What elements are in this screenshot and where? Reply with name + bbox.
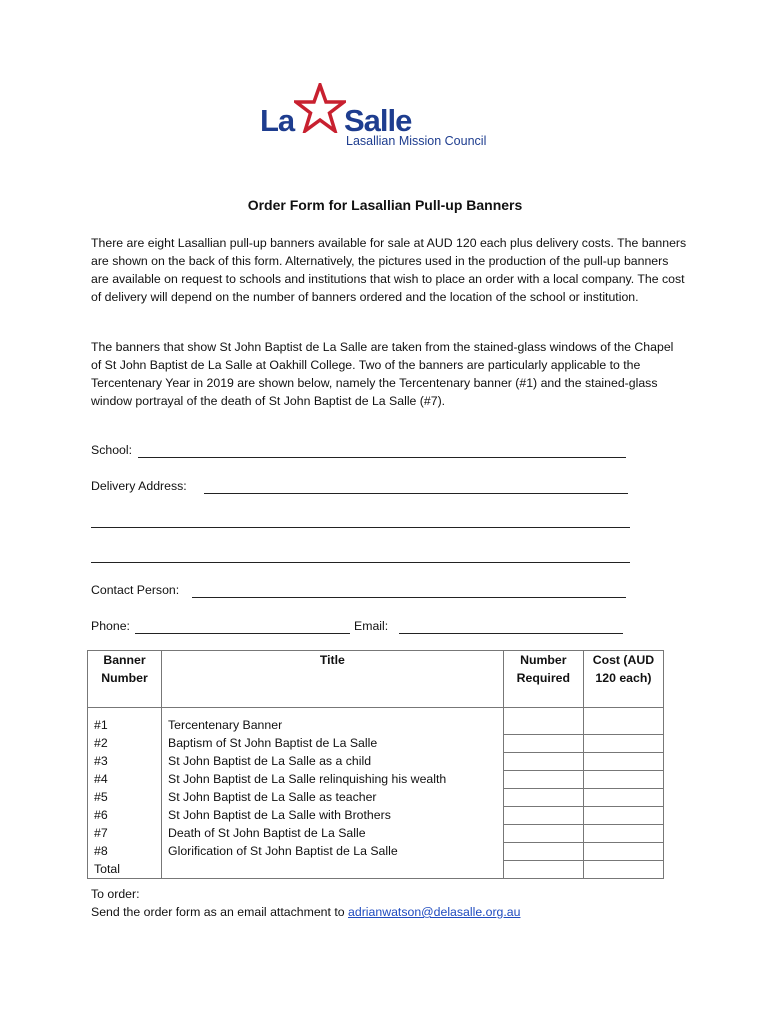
banner-title: St John Baptist de La Salle relinquishing his wealth: [162, 770, 504, 788]
total-cost-cell[interactable]: [583, 860, 663, 879]
header-banner-number: Banner Number: [88, 651, 162, 708]
number-required-cell[interactable]: [503, 806, 583, 824]
cost-cell[interactable]: [583, 842, 663, 860]
logo-text-la: La: [260, 103, 295, 138]
delivery-address-line-3[interactable]: [91, 562, 630, 563]
number-required-cell[interactable]: [503, 734, 583, 752]
banner-number: #6: [88, 806, 162, 824]
number-required-cell[interactable]: [503, 708, 583, 735]
banner-number: #3: [88, 752, 162, 770]
banner-title: Tercentenary Banner: [162, 708, 504, 735]
table-row: [88, 752, 664, 770]
header-title: Title: [162, 651, 504, 708]
number-required-cell[interactable]: [503, 824, 583, 842]
banner-title: St John Baptist de La Salle as a child: [162, 752, 504, 770]
contact-person-label: Contact Person:: [91, 583, 180, 597]
header-cost: Cost (AUD 120 each): [583, 651, 663, 708]
email-field[interactable]: [399, 633, 623, 634]
banner-title: Death of St John Baptist de La Salle: [162, 824, 504, 842]
total-number-cell[interactable]: [503, 860, 583, 879]
table-row: [88, 806, 664, 824]
logo-subtitle: Lasallian Mission Council: [346, 134, 487, 148]
to-order-heading: To order:: [91, 887, 140, 901]
banner-number: #7: [88, 824, 162, 842]
cost-cell[interactable]: [583, 824, 663, 842]
delivery-address-field[interactable]: [204, 493, 628, 494]
la-salle-logo: [258, 83, 518, 155]
table-row: [88, 770, 664, 788]
banner-title: Glorification of St John Baptist de La Salle: [162, 842, 504, 860]
school-label: School:: [91, 443, 133, 457]
form-title: Order Form for Lasallian Pull-up Banners: [247, 197, 523, 213]
banner-title: Baptism of St John Baptist de La Salle: [162, 734, 504, 752]
contact-person-field[interactable]: [192, 597, 626, 598]
phone-field[interactable]: [135, 633, 350, 634]
cost-cell[interactable]: [583, 708, 663, 735]
banner-title: St John Baptist de La Salle as teacher: [162, 788, 504, 806]
header-number-required: Number Required: [503, 651, 583, 708]
cost-cell[interactable]: [583, 752, 663, 770]
cost-cell[interactable]: [583, 806, 663, 824]
number-required-cell[interactable]: [503, 788, 583, 806]
logo-text-salle: Salle: [344, 103, 412, 138]
delivery-address-label: Delivery Address:: [91, 479, 187, 493]
table-row: [88, 734, 664, 752]
table-row: [88, 708, 664, 735]
cost-cell[interactable]: [583, 788, 663, 806]
banner-title: St John Baptist de La Salle with Brothers: [162, 806, 504, 824]
banner-number: #1: [88, 708, 162, 735]
order-instructions: [91, 885, 520, 921]
banner-number: #5: [88, 788, 162, 806]
table-row: [88, 842, 664, 860]
table-row: [88, 788, 664, 806]
total-label: Total: [88, 860, 162, 879]
delivery-address-line-2[interactable]: [91, 527, 630, 528]
phone-label: Phone:: [91, 619, 130, 633]
cost-cell[interactable]: [583, 734, 663, 752]
banners-paragraph: The banners that show St John Baptist de La Salle are taken from the stained-glass windows of the Chapel of St John Baptist de La Salle at Oakhill College. Two of the banners are particularly applicable to the Tercentenary Year in 2019 are shown below, namely the Tercentenary banner (#1) and the stained-glass window portrayal of the death of St John Baptist de La Salle (#7).: [91, 340, 674, 408]
banner-number: #4: [88, 770, 162, 788]
banner-number: #2: [88, 734, 162, 752]
table-row: [88, 824, 664, 842]
banner-number: #8: [88, 842, 162, 860]
email-label: Email:: [354, 619, 389, 633]
number-required-cell[interactable]: [503, 842, 583, 860]
cost-cell[interactable]: [583, 770, 663, 788]
star-icon: [294, 83, 346, 133]
table-header-row: [88, 651, 664, 708]
order-instruction-line: [91, 903, 520, 921]
total-title-cell: [162, 860, 504, 879]
order-instruction-text: Send the order form as an email attachment to: [91, 905, 345, 919]
order-table: [87, 650, 664, 879]
number-required-cell[interactable]: [503, 752, 583, 770]
school-field[interactable]: [138, 457, 626, 458]
total-row: [88, 860, 664, 879]
order-email-link[interactable]: adrianwatson@delasalle.org.au: [348, 905, 521, 919]
intro-paragraph: There are eight Lasallian pull-up banners available for sale at AUD 120 each plus delivery costs. The banners are shown on the back of this form. Alternatively, the pictures used in the production of the pull-up banners are available on request to schools and institutions that wish to place an order with a local company. The cost of delivery will depend on the number of banners ordered and the location of the school or institution.: [91, 236, 687, 304]
number-required-cell[interactable]: [503, 770, 583, 788]
